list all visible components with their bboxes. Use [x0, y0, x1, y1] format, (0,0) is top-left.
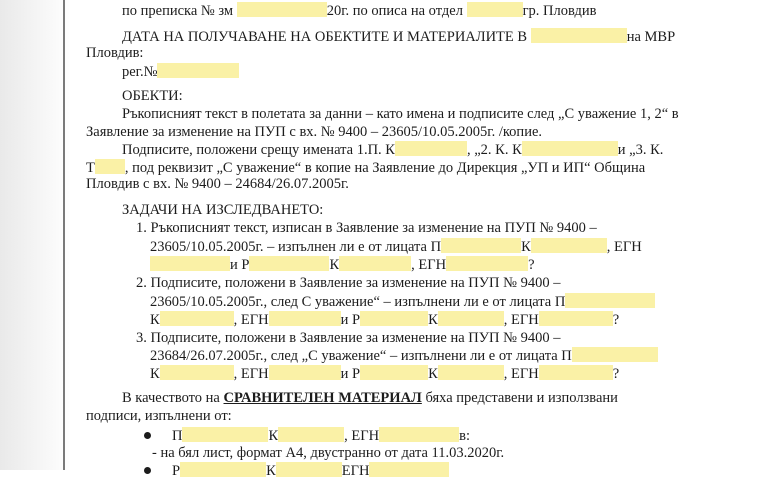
- page-edge-line: [63, 0, 65, 470]
- text: и Р: [340, 366, 361, 382]
- comparative-material-line: [122, 390, 618, 407]
- redaction: [539, 311, 613, 326]
- redaction: [269, 311, 341, 326]
- text: на МВР: [626, 29, 676, 45]
- redaction: [446, 256, 528, 271]
- redaction: [360, 311, 428, 326]
- text: , ЕГН: [606, 239, 642, 255]
- bullet-2-line: [172, 462, 449, 480]
- redaction: [278, 427, 344, 442]
- redaction: [531, 238, 607, 253]
- page-edge-shadow: [0, 0, 70, 470]
- case-file-line: [122, 2, 596, 20]
- redaction: [565, 293, 655, 308]
- task-2-line-3: [150, 311, 619, 329]
- text: ?: [612, 312, 620, 328]
- text: рег.№: [122, 64, 158, 80]
- text: гр. Пловдив: [522, 3, 597, 19]
- text: 23684/26.07.2005г., след „С уважение“ – изпълнени ли е от лицата П: [150, 348, 572, 364]
- redaction: [438, 365, 504, 380]
- reg-line: [122, 63, 239, 81]
- text: К: [268, 428, 279, 444]
- task-3-line-2: [150, 347, 658, 365]
- comparative-material-label: СРАВНИТЕЛЕН МАТЕРИАЛ: [223, 390, 422, 406]
- redaction: [157, 63, 239, 78]
- tasks-heading: ЗАДАЧИ НА ИЗСЛЕДВАНЕТО:: [122, 202, 324, 218]
- objects-heading: ОБЕКТИ:: [122, 88, 183, 104]
- text: К: [266, 463, 276, 479]
- text: К: [150, 366, 160, 382]
- redaction: [395, 141, 467, 156]
- text: и „3. К.: [617, 142, 664, 158]
- text: , ЕГН: [411, 257, 447, 273]
- object-2-line-1: [122, 141, 663, 159]
- text: 23605/10.05.2005г., след С уважение“ – изпълнени ли е от лицата П: [150, 294, 566, 310]
- task-3-line-1: 3. Подписите, положени в Заявление за изменение на ПУП № 9400 –: [136, 330, 561, 346]
- text: , ЕГН: [503, 366, 539, 382]
- bullet-icon: [144, 467, 151, 474]
- redaction: [360, 365, 428, 380]
- redaction: [160, 365, 234, 380]
- text: Подписите, положени срещу имената 1.П. К: [122, 142, 395, 158]
- object-2-line-2: [86, 159, 645, 177]
- text: К: [428, 366, 438, 382]
- redaction: [441, 238, 521, 253]
- redaction: [160, 311, 234, 326]
- redaction: [150, 256, 230, 271]
- date-heading: [122, 28, 675, 46]
- redaction: [467, 2, 523, 17]
- text: ?: [528, 257, 535, 273]
- text: , ЕГН: [344, 428, 380, 444]
- redaction: [522, 141, 618, 156]
- bullet-icon: [144, 432, 151, 439]
- text: бяха представени и използвани: [425, 390, 618, 406]
- comparative-material-line-2: подписи, изпълнени от:: [86, 408, 232, 424]
- text: К: [150, 312, 160, 328]
- text: В качеството на: [122, 390, 220, 406]
- redaction: [539, 365, 613, 380]
- text: ДАТА НА ПОЛУЧАВАНЕ НА ОБЕКТИТЕ И МАТЕРИАЛИТЕ В: [122, 29, 528, 45]
- text: Т: [86, 160, 95, 176]
- redaction: [269, 365, 341, 380]
- text: 23605/10.05.2005г. – изпълнен ли е от лицата П: [150, 239, 442, 255]
- object-2-line-3: Пловдив с вх. № 9400 – 24684/26.07.2005г.: [86, 176, 349, 192]
- task-2-line-2: [150, 293, 655, 311]
- redaction: [95, 159, 125, 174]
- redaction: [438, 311, 504, 326]
- text: 20г. по описа на отдел: [326, 3, 463, 19]
- text: К: [428, 312, 438, 328]
- bullet-1-sub: - на бял лист, формат А4, двустранно от дата 11.03.2020г.: [152, 445, 505, 461]
- text: Р: [172, 463, 181, 479]
- redaction: [572, 347, 658, 362]
- text: ?: [612, 366, 620, 382]
- object-1-line-1: Ръкописният текст в полетата за данни – като имена и подписите след „С уважение 1, 2“ в: [122, 106, 679, 122]
- text: и Р: [340, 312, 361, 328]
- text: , ЕГН: [503, 312, 539, 328]
- text: К: [521, 239, 531, 255]
- redaction: [531, 28, 627, 43]
- object-1-line-2: Заявление за изменение на ПУП с вх. № 9400 – 23605/10.05.2005г. /копие.: [86, 124, 543, 140]
- text: ЕГН: [341, 463, 370, 479]
- task-1-line-1: 1. Ръкописният текст, изписан в Заявление за изменение на ПУП № 9400 –: [136, 220, 597, 236]
- text: , ЕГН: [233, 366, 269, 382]
- text: и Р: [230, 257, 250, 273]
- text: П: [172, 428, 183, 444]
- text: , „2. К. К: [466, 142, 522, 158]
- redaction: [339, 256, 411, 271]
- text: , под реквизит „С уважение“ в копие на Заявление до Дирекция „УП и ИП“ Община: [124, 160, 646, 176]
- redaction: [237, 2, 327, 17]
- text: по преписка № зм: [122, 3, 234, 19]
- redaction: [379, 427, 459, 442]
- text: , ЕГН: [233, 312, 269, 328]
- redaction: [249, 256, 329, 271]
- redaction: [182, 427, 268, 442]
- date-heading-cont: Пловдив:: [86, 45, 144, 61]
- task-1-line-3: [150, 256, 535, 274]
- task-3-line-3: [150, 365, 619, 383]
- text: в:: [459, 428, 470, 444]
- text: К: [329, 257, 340, 273]
- task-1-line-2: [150, 238, 642, 256]
- task-2-line-1: 2. Подписите, положени в Заявление за изменение на ПУП № 9400 –: [136, 275, 561, 291]
- bullet-1-line: [172, 427, 470, 445]
